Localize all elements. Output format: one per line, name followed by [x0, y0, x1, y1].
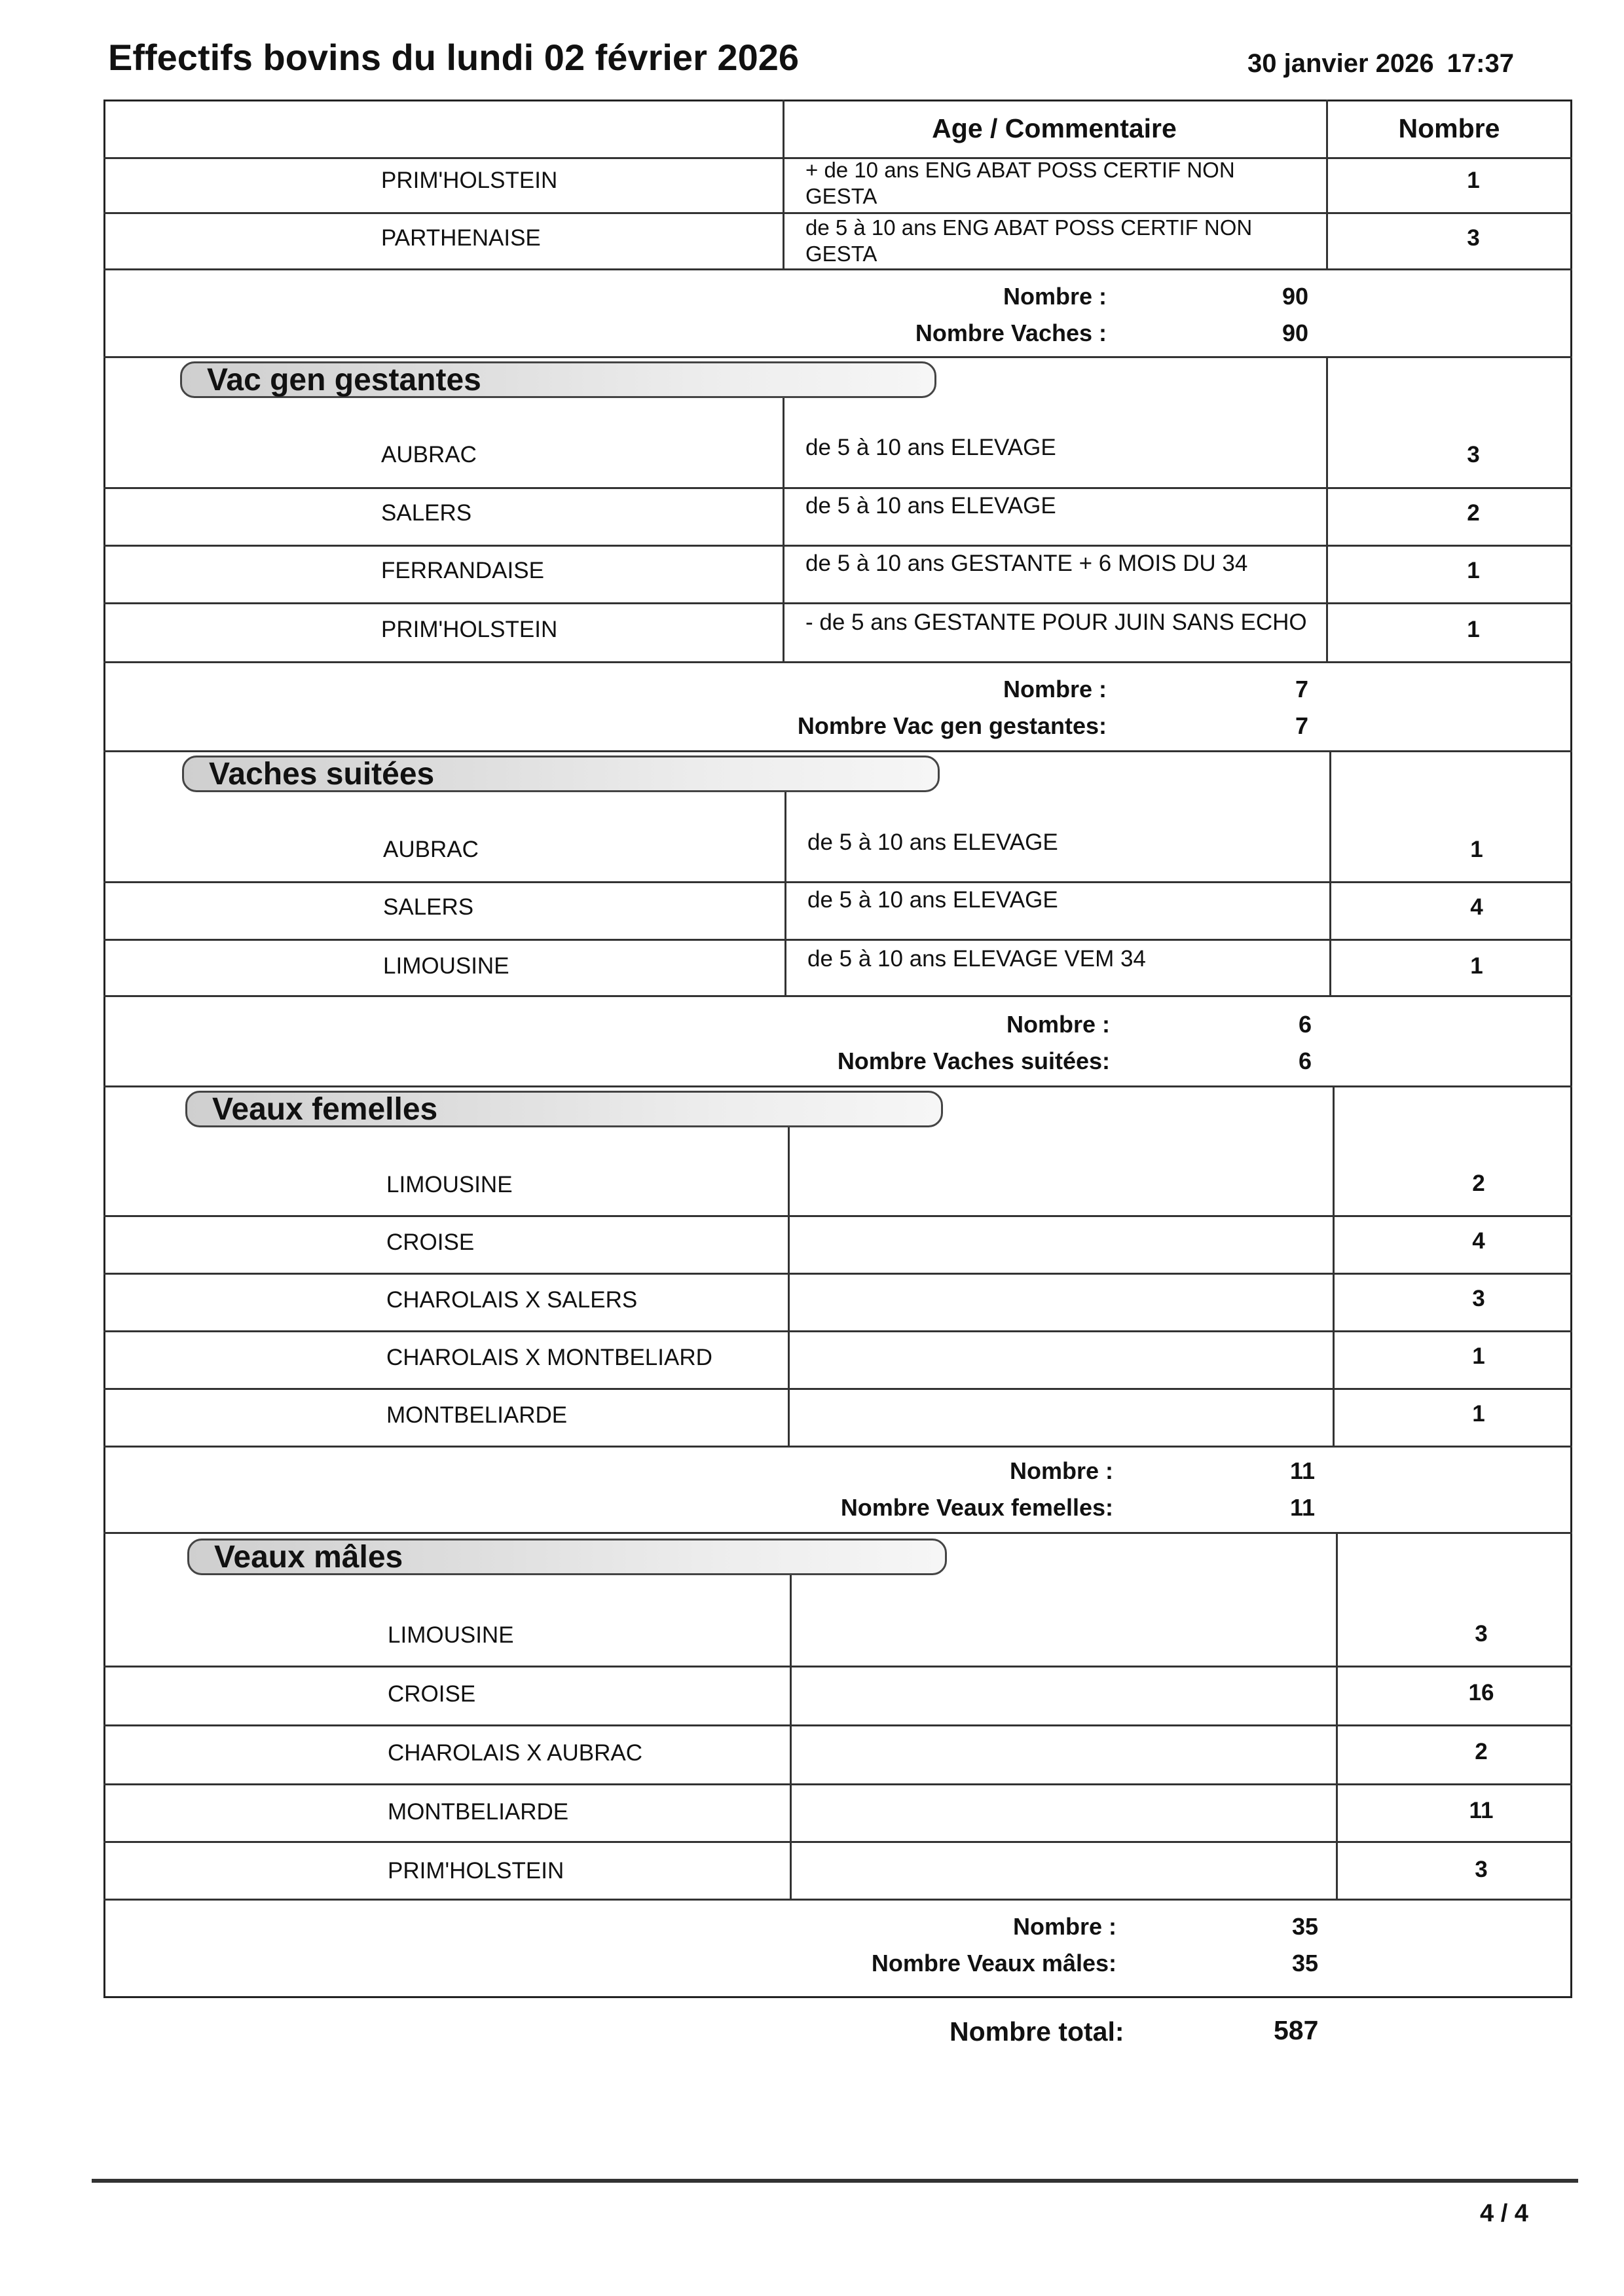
category-total-value: 11	[1289, 1494, 1315, 1521]
breed-cell: FERRANDAISE	[381, 558, 544, 583]
comment-cell: de 5 à 10 ans ELEVAGE	[805, 493, 1056, 519]
section-band	[180, 361, 936, 398]
breed-cell: PARTHENAISE	[381, 225, 541, 251]
total-value: 90	[1282, 283, 1308, 310]
col-divider	[1333, 1085, 1335, 1446]
breed-cell: LIMOUSINE	[386, 1172, 513, 1197]
col-divider	[783, 393, 784, 661]
total-label: Nombre :	[1006, 1011, 1110, 1038]
breed-cell: PRIM'HOLSTEIN	[381, 617, 558, 642]
footer-rule	[92, 2179, 1578, 2183]
section-divider	[103, 1532, 1572, 1534]
section-title: Vaches suitées	[209, 757, 435, 792]
count-cell: 4	[1470, 894, 1483, 920]
section-divider	[103, 750, 1572, 752]
total-value: 6	[1298, 1011, 1312, 1038]
category-total-value: 7	[1295, 712, 1308, 739]
total-value: 7	[1295, 676, 1308, 702]
category-total-label: Nombre Vac gen gestantes:	[797, 712, 1107, 739]
comment-cell: de 5 à 10 ans GESTANTE + 6 MOIS DU 34	[805, 551, 1248, 576]
breed-cell: CROISE	[386, 1230, 475, 1255]
breed-cell: LIMOUSINE	[383, 953, 509, 979]
section-band	[185, 1091, 943, 1127]
breed-cell: CHAROLAIS X SALERS	[386, 1287, 638, 1313]
count-cell: 1	[1470, 953, 1483, 979]
col-divider	[790, 1569, 792, 1899]
total-label: Nombre :	[1009, 1457, 1113, 1484]
row-divider	[103, 1446, 1572, 1448]
section-band	[182, 756, 940, 792]
category-total-label: Nombre Veaux mâles:	[871, 1950, 1116, 1977]
row-divider	[103, 1330, 1572, 1332]
count-cell: 3	[1467, 442, 1480, 467]
count-cell: 2	[1467, 500, 1480, 526]
section-band	[187, 1539, 947, 1575]
row-divider	[103, 1273, 1572, 1275]
row-divider	[103, 881, 1572, 883]
print-datetime	[1247, 49, 1514, 79]
row-divider	[103, 1841, 1572, 1843]
col-divider	[1336, 1532, 1338, 1899]
breed-cell: CHAROLAIS X MONTBELIARD	[386, 1345, 712, 1370]
row-divider	[103, 1724, 1572, 1726]
comment-cell: de 5 à 10 ans ELEVAGE	[807, 829, 1058, 855]
row-divider	[103, 602, 1572, 604]
count-cell: 3	[1467, 225, 1480, 251]
category-total-label: Nombre Vaches suitées:	[837, 1048, 1110, 1074]
col-divider	[1326, 356, 1328, 661]
count-cell: 1	[1467, 617, 1480, 642]
count-cell: 2	[1475, 1739, 1488, 1764]
count-cell: 16	[1468, 1680, 1494, 1705]
total-value: 11	[1289, 1457, 1315, 1484]
age-column-header: Age / Commentaire	[932, 113, 1177, 143]
breed-cell: MONTBELIARDE	[388, 1799, 569, 1825]
count-cell: 1	[1472, 1343, 1485, 1369]
row-divider	[103, 661, 1572, 663]
section-divider	[103, 1085, 1572, 1087]
breed-cell: PRIM'HOLSTEIN	[388, 1858, 564, 1884]
count-cell: 3	[1472, 1286, 1485, 1311]
section-title: Veaux femelles	[212, 1092, 438, 1127]
print-date: 30 janvier 2026	[1247, 49, 1434, 78]
count-cell: 3	[1475, 1857, 1488, 1882]
row-divider	[103, 487, 1572, 489]
category-total-label: Nombre Veaux femelles:	[840, 1494, 1113, 1521]
row-divider	[103, 995, 1572, 997]
breed-cell: LIMOUSINE	[388, 1622, 514, 1648]
count-cell: 11	[1469, 1798, 1494, 1823]
breed-cell: MONTBELIARDE	[386, 1402, 568, 1428]
count-cell: 2	[1472, 1171, 1485, 1196]
total-label: Nombre :	[1003, 676, 1107, 702]
row-divider	[103, 1666, 1572, 1667]
row-divider	[103, 1783, 1572, 1785]
breed-cell: SALERS	[383, 894, 474, 920]
comment-cell: de 5 à 10 ans ELEVAGE	[805, 435, 1056, 460]
breed-cell: CHAROLAIS X AUBRAC	[388, 1740, 642, 1766]
category-total-value: 35	[1291, 1950, 1318, 1977]
total-label: Nombre :	[1012, 1913, 1116, 1940]
comment-cell: - de 5 ans GESTANTE POUR JUIN SANS ECHO	[805, 610, 1307, 635]
col-divider	[1329, 750, 1331, 995]
col-divider	[784, 787, 786, 995]
total-value: 35	[1291, 1913, 1318, 1940]
count-column-header: Nombre	[1398, 113, 1500, 143]
count-cell: 1	[1470, 837, 1483, 862]
total-label: Nombre :	[1003, 283, 1107, 310]
section-divider	[103, 356, 1572, 358]
comment-cell: de 5 à 10 ans ELEVAGE VEM 34	[807, 946, 1146, 972]
category-total-value: 6	[1298, 1048, 1312, 1074]
row-divider	[103, 1215, 1572, 1217]
breed-cell: SALERS	[381, 500, 472, 526]
count-cell: 4	[1472, 1228, 1485, 1254]
count-cell: 1	[1467, 168, 1480, 193]
row-divider	[103, 1899, 1572, 1901]
row-divider	[103, 1388, 1572, 1390]
row-divider	[103, 545, 1572, 547]
page-title: Effectifs bovins du lundi 02 février 2026	[108, 37, 800, 78]
row-divider	[103, 939, 1572, 941]
count-cell: 1	[1472, 1401, 1485, 1427]
print-time: 17:37	[1447, 49, 1514, 78]
grand-total-value: 587	[1274, 2015, 1319, 2045]
breed-cell: AUBRAC	[383, 837, 479, 862]
row-divider	[103, 212, 1572, 214]
breed-cell: PRIM'HOLSTEIN	[381, 168, 558, 193]
breed-cell: CROISE	[388, 1681, 476, 1707]
section-title: Vac gen gestantes	[207, 363, 481, 397]
row-divider	[103, 268, 1572, 270]
breed-cell: AUBRAC	[381, 442, 477, 467]
comment-cell: + de 10 ans ENG ABAT POSS CERTIF NON GESTA	[805, 158, 1235, 208]
comment-cell: de 5 à 10 ans ENG ABAT POSS CERTIF NON GESTA	[805, 215, 1253, 266]
comment-cell: de 5 à 10 ans ELEVAGE	[807, 887, 1058, 913]
count-cell: 3	[1475, 1621, 1488, 1647]
category-total-label: Nombre Vaches :	[915, 319, 1107, 346]
grand-total-label: Nombre total:	[950, 2016, 1124, 2047]
count-cell: 1	[1467, 558, 1480, 583]
section-title: Veaux mâles	[214, 1540, 403, 1575]
col-divider	[788, 1122, 790, 1446]
category-total-value: 90	[1282, 319, 1308, 346]
page-number: 4 / 4	[1480, 2200, 1528, 2227]
